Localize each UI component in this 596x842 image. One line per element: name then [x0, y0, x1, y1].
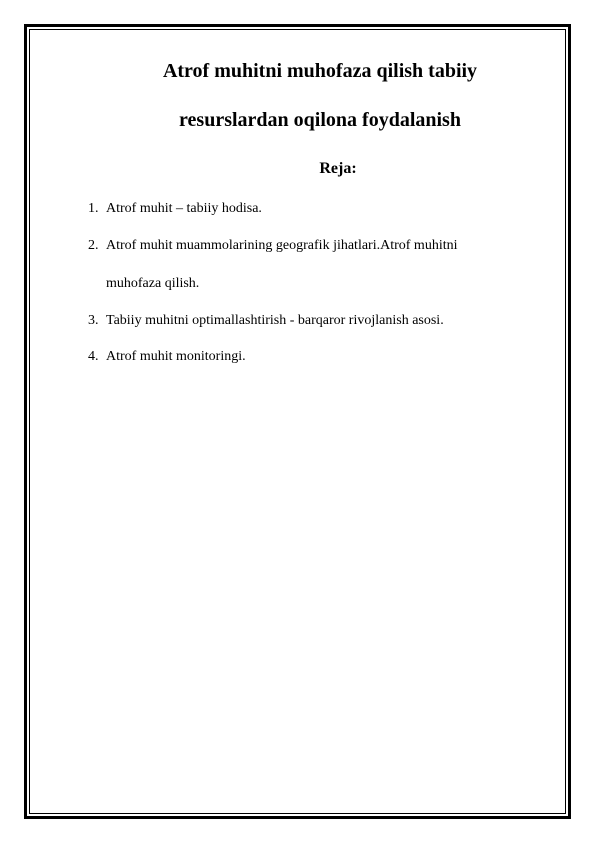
plan-item-number: 3.: [88, 313, 99, 328]
plan-item: [88, 200, 262, 218]
plan-item-number: 2.: [88, 238, 99, 253]
plan-item-text: Atrof muhit – tabiiy hodisa.: [106, 201, 262, 216]
plan-item-continuation: muhofaza qilish.: [106, 276, 200, 291]
page-border-inner: [29, 29, 566, 814]
plan-item: [88, 312, 444, 330]
document-title-line-2: resurslardan oqilona foydalanish: [179, 109, 461, 131]
plan-item-text: Tabiiy muhitni optimallashtirish - barqaror rivojlanish asosi.: [106, 313, 444, 328]
plan-item: [88, 348, 246, 366]
plan-item-text: Atrof muhit monitoringi.: [106, 349, 246, 364]
plan-item-number: 1.: [88, 201, 99, 216]
plan-item-text: Atrof muhit muammolarining geografik jihatlari.Atrof muhitni: [106, 238, 458, 253]
plan-item: [88, 237, 457, 255]
document-title-line-1: Atrof muhitni muhofaza qilish tabiiy: [162, 60, 478, 82]
plan-item-number: 4.: [88, 349, 99, 364]
plan-heading: Reja:: [319, 160, 357, 177]
